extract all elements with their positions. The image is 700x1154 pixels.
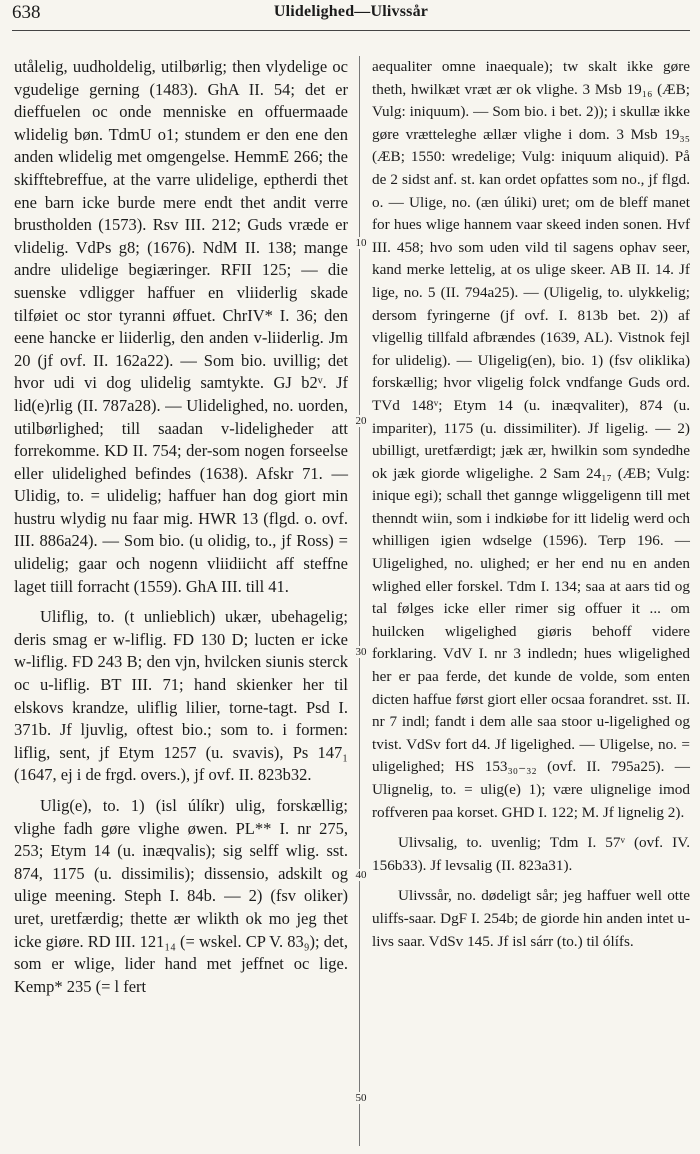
header-rule xyxy=(12,30,690,31)
right-column xyxy=(372,56,690,953)
line-number-40: 40 xyxy=(352,869,370,881)
page-header xyxy=(12,2,690,28)
entry-ulidelig: utålelig, uudholdelig, utilbørlig; then vlydelige oc vgudelige gerning (1483). GhA II. 54; det er dieffuelen oc onde menniske en offuermaade wlidelig bøn. TdmU o1; stundem er den ene den anden wlidelig met omgengelse. HemmE 266; the skifftebreffue, at the varre ulidelige, eptherdi thet ene barn icke burde mere endt thet andit verre brustholden (1573). Rsv III. 212; Guds vræde er vlidelig. VdPs g8; (1676). NdM II. 138; mange andre ulidelige begiæringer. RFII 125; — die suenske vdligger haffuer en vliiderlig skade tilføiet oc stor tyranni øffuet. ChrIV* I. 36; den eene hancke er liiderlig, den anden v-liiderlig. Jm 20 (jf ovf. II. 162a22). — Som bio. uvillig; det hvor udi vi dog ulidelig samtykte. GJ b2ᵛ. Jf lid(e)rlig (II. 787a28). — Ulidelighed, no. uorden, utilbørlighed; till saadan v-lideligheder att forrekomme. KD II. 754; der-som nogen forseelse eller ulidelighed befindes (1638). Afskr 71. — Ulidig, to. = ulidelig; haffuer han dog giort min hustru wlydig nu faar mig. HWR 13 (flgd. o. ovf. III. 886a24). — Som bio. (u olidig, to., jf Ross) = ulidelig; gaar och nogenn vliidiicht aff steffne laget tiill forracht (1559). GhA III. till 41. xyxy=(14,57,348,596)
line-number-30: 30 xyxy=(352,646,370,658)
page-number: 638 xyxy=(12,2,41,23)
column-divider xyxy=(359,56,360,1146)
entry-ulige-continued: aequaliter omne inaequale); tw skalt ikke gøre theth, hwilkæt vræt ær ok vlighe. 3 Msb 19₁₆ (ÆB; Vulg: iniquum). — Som bio. i bet. 2)); i skullæ ikke gøre vrætteleghe ællær vlighe i dom. 3 Msb 19₃₅ (ÆB; 1550: wredelige; Vulg: iniquum aliquid). På de 2 sidst anf. st. kan ordet opfattes som no., jf flgd. o. — Ulige, no. (æn úliki) uret; om de bleff manet for hues wlige hannem vaar skeed inden sonen. Hvf III. 458; hvo som uden vild til sagens ophav seer, kand merke lettelig, at os ulige skeer. AB II. 14. Jf lige, no. 5 (II. 794a25). — (Uligelig, to. ulykkelig; dersom fyringerne (jf ovf. I. 813b bet. 2)) af vligellig tillfald afbrændes (1639, AL). Vistnok fejl for ulidelig). — Uligelig(en), bio. 1) (fsv oliklika) forskællig; hvor vligelig folck vndfange Guds ord. TVd 148ᵛ; Etym 14 (u. inæqvaliter), 874 (u. impariter), 1175 (u. dissimiliter). Jf ligelig. — 2) ubilligt, uretfærdigt; jæk ær, hwilkin som syndedhe ok jæk giorde wligelighe. 2 Sam 24₁₇ (ÆB; Vulg: inique egi); schall thet gannge wliggeligenn till met thenndt wiin, som i indkiøbe for itt lidelig werd och whilligen igien wdselge (1596). Terp 196. — Uligelighed, no. ulighed; er her end nu en anden wlighed eller forskel. Tdm I. 134; saa at aars tid og tal følges icke eller rimer sig offuer it ... om huilcken wligelighed giøris behoff videre forklaring. VdV I. nr 3 indledn; hues wligelighed her er paa ferde, det kunde de volde, som enten dicten haffue først giort eller ocsaa forandret. sst. II. nr 7 indl; fandt i dem alle saa stoor u-ligelighed og tvist. VdSv fort d4. Jf ligelighed. — Uligelse, no. = uligelighed; HS 153₃₀₋₃₂ (ovf. II. 795a25). — Ulignelig, to. = ulig(e) 1); være ulignelige imod roffveren paa korset. GHD I. 122; M. Jf lignelig 2). xyxy=(372,58,690,821)
entry-uliflig: Uliflig, to. (t unlieblich) ukær, ubehagelig; deris smag er w-liflig. FD 130 D; lucten er icke w-liflig. FD 243 B; den vjn, hvilcken siunis sterck oc u-liflig. BT III. 71; hand skienker her til elskovs krandze, uliflig lilier, torne-tagt. Psd I. 371b. Jf ljuvlig, oftest bio.; som to. i formen: liflig, sent, jf Etym 1257 (u. svavis), Ps 147₁ (1647, ej i de frgd. overs.), jf ovf. II. 823b32. xyxy=(14,607,348,785)
line-number-50: 50 xyxy=(352,1092,370,1104)
entry-ulivssar: Ulivssår, no. dødeligt sår; jeg haffuer well otte uliffs-saar. DgF I. 254b; de giorde hin anden intet u-livs saar. VdSv 145. Jf isl sárr (to.) til ólífs. xyxy=(372,887,690,950)
line-number-20: 20 xyxy=(352,415,370,427)
line-number-10: 10 xyxy=(352,237,370,249)
entry-ulivsalig: Ulivsalig, to. uvenlig; Tdm I. 57ᵛ (ovf. IV. 156b33). Jf levsalig (II. 823a31). xyxy=(372,834,690,874)
entry-ulige: Ulig(e), to. 1) (isl úlíkr) ulig, forskællig; vlighe fadh gøre vlighe øwen. PL** I. nr 275, 253; Etym 14 (u. inæqvalis); sig selff wlig. sst. 874, 1175 (u. dissimilis); dissensio, adskilt og ulige meening. Steph I. 84b. — 2) (fsv oliker) uret, uretfærdig; thette ær wlikth ok mo jeg thet icke giøre. RD III. 121₁₄ (= wskel. CP V. 83₉); det, som er wlige, lider hand met jeffnet oc lige. Kemp* 235 (= l fert xyxy=(14,796,348,996)
running-head: Ulidelighed—Ulivssår xyxy=(273,3,429,20)
left-column xyxy=(14,56,348,998)
